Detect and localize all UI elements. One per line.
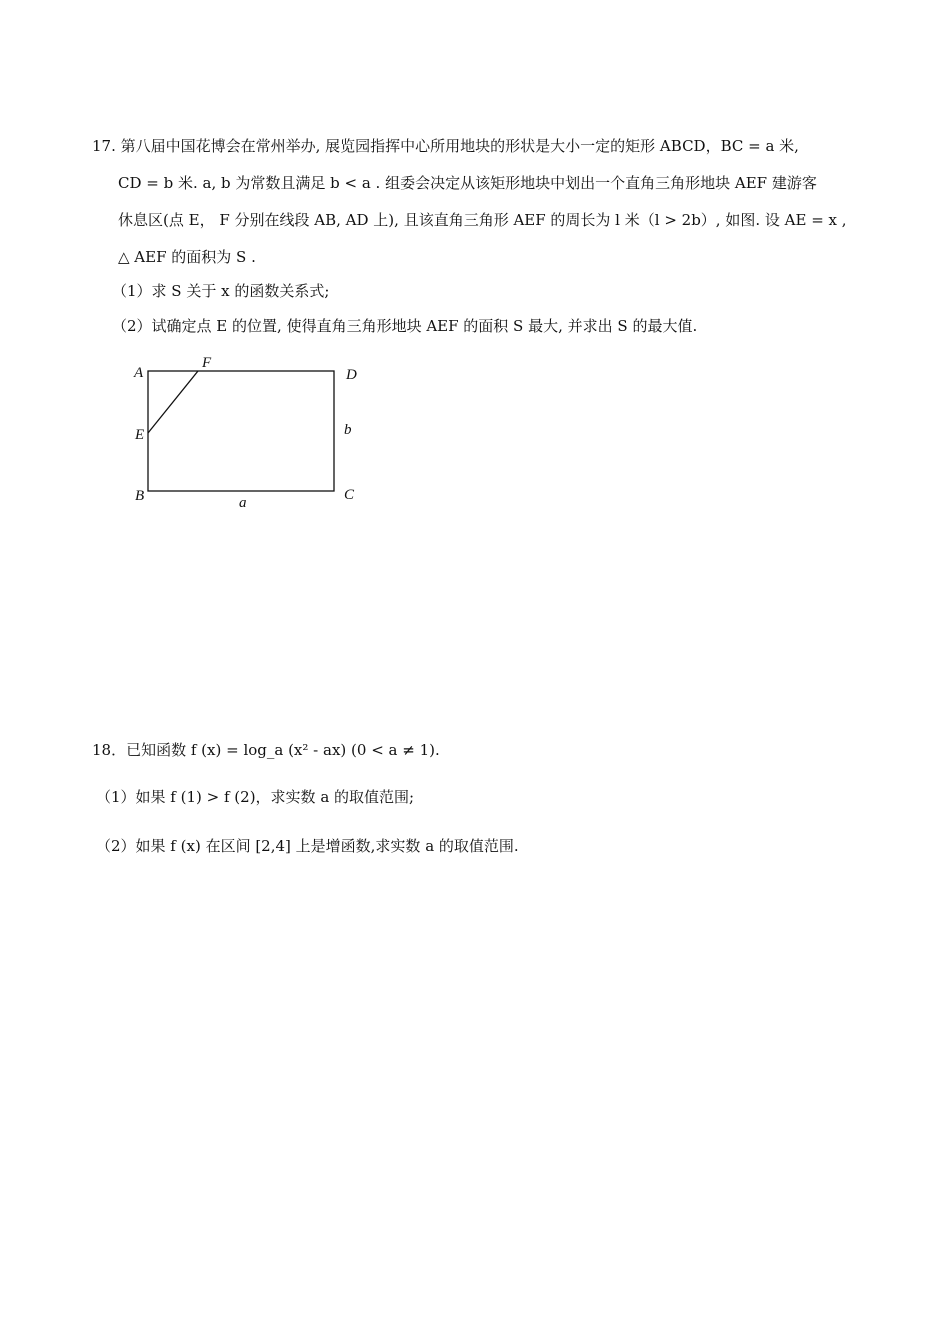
label-e: E [135,427,145,443]
q17-part-1: （1）求 S 关于 x 的函数关系式; [112,282,330,300]
q17-line-1: 17. 第八届中国花博会在常州举办, 展览园指挥中心所用地块的形状是大小一定的矩形 ABCD，BC = a 米, [92,137,799,155]
segment-ef [148,371,198,433]
q17-line-2: CD = b 米. a, b 为常数且满足 b < a . 组委会决定从该矩形地块中划出一个直角三角形地块 AEF 建游客 [118,174,817,192]
label-d: D [346,367,357,383]
label-a-vertex: A [134,365,144,381]
q17-line-3: 休息区(点 E， F 分别在线段 AB, AD 上), 且该直角三角形 AEF 的周长为 l 米（l > 2b）, 如图. 设 AE = x , [118,211,847,229]
q18-stem: 18．已知函数 f (x) = log_a (x² - ax) (0 < a ≠ 1). [92,741,440,759]
q17-line-4: △ AEF 的面积为 S . [118,248,256,266]
q18-part-2: （2）如果 f (x) 在区间 [2,4] 上是增函数,求实数 a 的取值范围. [96,837,519,855]
rectangle-figure [120,350,370,515]
label-b-side: b [344,422,352,438]
rectangle-abcd [148,371,334,491]
q18-part-1: （1）如果 f (1) > f (2)，求实数 a 的取值范围; [96,788,415,806]
label-f: F [202,355,212,371]
label-b-vertex: B [135,488,145,504]
label-c: C [344,487,355,503]
label-a-side: a [239,495,247,511]
q17-part-2: （2）试确定点 E 的位置, 使得直角三角形地块 AEF 的面积 S 最大, 并求出 S 的最大值. [112,317,698,335]
